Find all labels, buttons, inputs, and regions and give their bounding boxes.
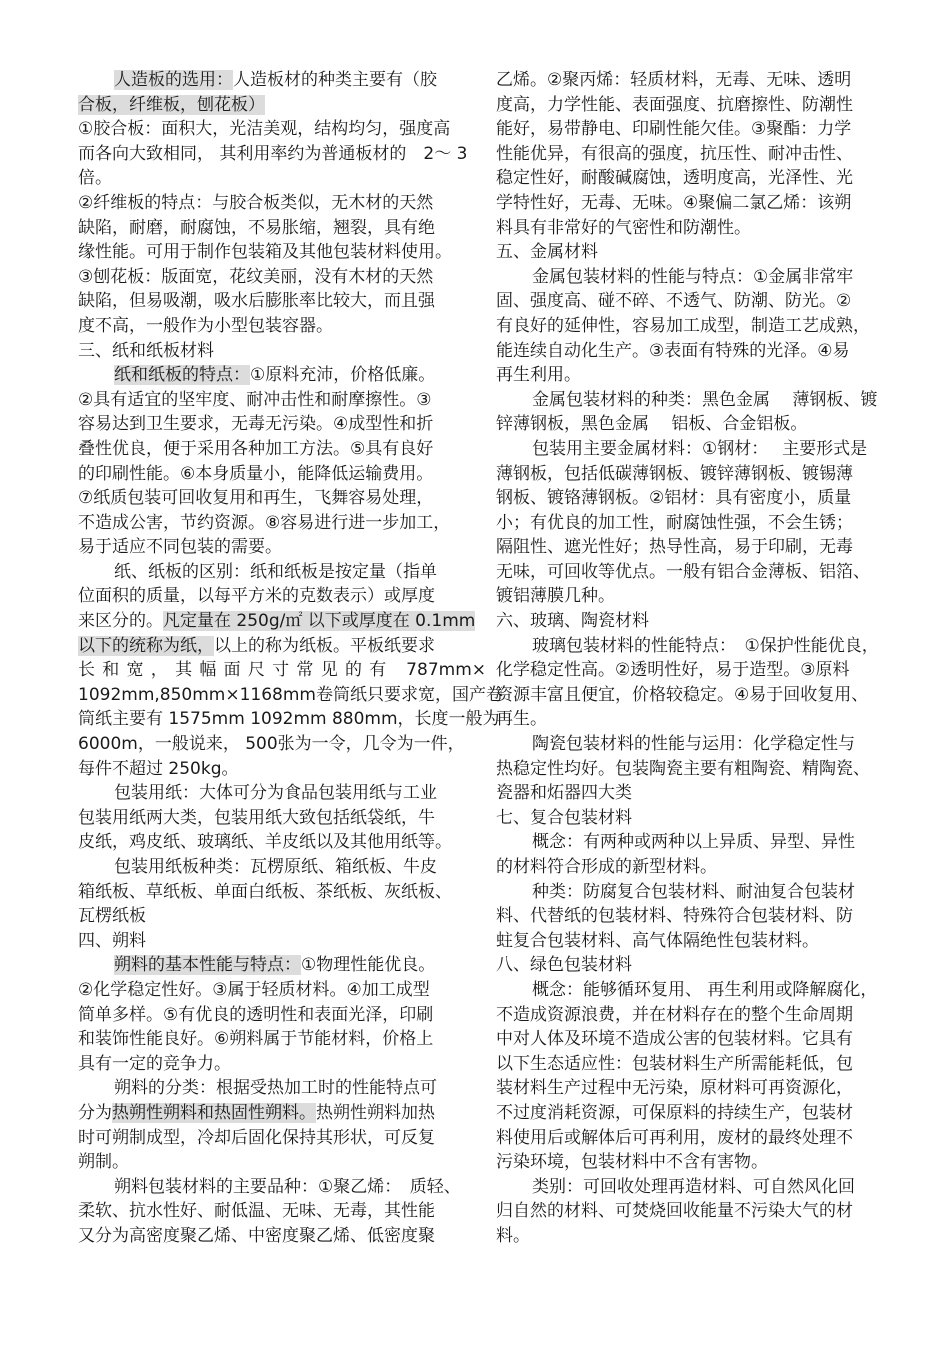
text-run: 包装用纸：大体可分为食品包装用纸与工业 [114, 783, 437, 804]
text-run: ①物理性能优良。 [301, 955, 436, 976]
text-line [496, 216, 906, 241]
text-line [496, 1003, 906, 1028]
text-line [496, 166, 906, 191]
text-run: 和装饰性能良好。⑥朔料属于节能材料，价格上 [78, 1029, 434, 1050]
text-line [496, 880, 906, 905]
text-run: 简单多样。⑤有优良的透明性和表面光泽，印刷 [78, 1004, 434, 1025]
text-line [496, 978, 906, 1003]
text-line [78, 584, 486, 609]
text-run: 蛀复合包装材料、高气体隔绝性包装材料。 [496, 930, 819, 951]
text-line [496, 1052, 906, 1077]
text-line [496, 609, 906, 634]
text-line [496, 781, 906, 806]
text-run: ①原料充沛，价格低廉。 [250, 365, 436, 386]
text-run: 度高，力学性能、表面强度、抗磨擦性、防潮性 [496, 94, 853, 115]
text-line [496, 1175, 906, 1200]
text-line [78, 486, 486, 511]
text-line [496, 634, 906, 659]
text-run: 以上的称为纸板。平板纸要求 [214, 635, 435, 656]
text-line [78, 363, 486, 388]
text-line [496, 904, 906, 929]
text-line [496, 1027, 906, 1052]
text-run: 缺陷，耐磨，耐腐蚀，不易胀缩，翘裂，具有绝 [78, 217, 435, 238]
text-line [78, 117, 486, 142]
text-line [496, 462, 906, 487]
highlighted-text: 热朔性朔料和热固性朔料。 [112, 1102, 316, 1123]
text-run: 包装用纸板种类：瓦楞原纸、箱纸板、牛皮 [114, 857, 437, 877]
text-line [496, 191, 906, 216]
text-line [78, 68, 486, 93]
text-run: 叠性优良，便于采用各种加工方法。⑤具有良好 [78, 438, 434, 459]
text-line [496, 93, 906, 118]
text-line [78, 757, 486, 782]
text-line [78, 609, 486, 634]
text-run: 七、复合包装材料 [496, 807, 632, 828]
text-run: 料具有非常好的气密性和防潮性。 [496, 217, 751, 238]
text-line [78, 93, 486, 118]
text-run: 金属包装材料的性能与特点：①金属非常牢 [532, 266, 854, 287]
text-line [78, 1101, 486, 1126]
text-run: 金属包装材料的种类：黑色金属 薄钢板、镀 [532, 389, 878, 410]
text-run: 热朔性朔料加热 [316, 1102, 435, 1123]
text-line [78, 1126, 486, 1151]
text-run: 乙烯。②聚丙烯：轻质材料，无毒、无味、透明 [496, 70, 852, 90]
text-run: 易于适应不同包装的需要。 [78, 537, 282, 558]
text-line [78, 929, 486, 954]
text-run: 薄钢板，包括低碳薄钢板、镀锌薄钢板、镀锡薄 [496, 463, 853, 484]
text-line [496, 289, 906, 314]
text-run: ⑦纸质包装可回收复用和再生，飞舞容易处理， [78, 488, 434, 509]
text-run: 再生。 [496, 709, 547, 730]
text-run: 八、绿色包装材料 [496, 955, 632, 976]
text-run: ②化学稳定性好。③属于轻质材料。④加工成型 [78, 979, 430, 1000]
text-line [78, 560, 486, 585]
highlighted-text: 凡定量在 250g/㎡ 以下或厚度在 0.1mm [163, 611, 476, 632]
text-line [496, 732, 906, 757]
text-run: 无味，可回收等优点。一般有铝合金薄板、铝箔、 [496, 561, 870, 582]
text-line [496, 855, 906, 880]
text-run: 四、朔料 [78, 930, 146, 951]
text-line [496, 1101, 906, 1126]
text-run: 度不高，一般作为小型包装容器。 [78, 315, 333, 336]
text-line [78, 191, 486, 216]
text-run: 朔料包装材料的主要品种：①聚乙烯： 质轻、 [114, 1176, 461, 1197]
left-column [78, 68, 503, 1249]
text-run: 位面积的质量，以每平方米的克数表示）或厚度 [78, 586, 435, 607]
text-run: 不造成公害，节约资源。⑧容易进行进一步加工， [78, 512, 451, 533]
text-run: ①胶合板：面积大，光洁美观，结构均匀，强度高 [78, 119, 451, 140]
text-line [78, 240, 486, 265]
text-line [78, 265, 486, 290]
text-run: 锌薄钢板，黑色金属 铝板、合金铝板。 [496, 414, 808, 435]
text-run: 料使用后或解体后可再利用，废材的最终处理不 [496, 1127, 853, 1148]
text-run: ②纤维板的特点：与胶合板类似，无木材的天然 [78, 192, 434, 213]
text-run: 倍。 [78, 168, 112, 189]
text-line [496, 830, 906, 855]
text-line [78, 1052, 486, 1077]
text-run: 资源丰富且便宜，价格较稳定。④易于回收复用、 [496, 684, 869, 705]
text-line [496, 757, 906, 782]
text-line [78, 388, 486, 413]
text-line [78, 1027, 486, 1052]
text-line [78, 412, 486, 437]
text-run: 缺陷，但易吸潮，吸水后膨胀率比较大，而且强 [78, 291, 435, 312]
text-run: 分为 [78, 1102, 112, 1123]
text-run: 料。 [496, 1225, 530, 1246]
text-run: 料、代替纸的包装材料、特殊符合包装材料、防 [496, 906, 853, 927]
text-line [496, 412, 906, 437]
text-run: 装材料生产过程中无污染，原材料可再资源化， [496, 1078, 853, 1099]
text-run: 镀铝薄膜几种。 [496, 586, 615, 607]
text-run: ②具有适宜的坚牢度、耐冲击性和耐摩擦性。③ [78, 389, 432, 410]
text-run: 能好，易带静电、印刷性能欠佳。③聚酯：力学 [496, 119, 852, 140]
text-run: 缘性能。可用于制作包装箱及其他包装材料使用。 [78, 242, 452, 263]
text-run: 再生利用。 [496, 365, 581, 386]
text-run: 不造成资源浪费，并在材料存在的整个生命周期 [496, 1004, 853, 1025]
text-run: 三、纸和纸板材料 [78, 340, 214, 361]
text-run: 的印刷性能。⑥本身质量小，能降低运输费用。 [78, 463, 434, 484]
text-run: 具有一定的竞争力。 [78, 1053, 231, 1074]
text-line [78, 289, 486, 314]
text-line [78, 1175, 486, 1200]
text-run: 容易达到卫生要求，无毒无污染。④成型性和折 [78, 414, 434, 435]
text-line [78, 732, 486, 757]
highlighted-text: 人造板的选用： [114, 70, 233, 90]
text-run: 1092mm,850mm×1168mm卷筒纸只要求宽，国产卷 [78, 684, 503, 705]
text-line [78, 658, 486, 683]
text-run: ③刨花板：版面宽，花纹美丽，没有木材的天然 [78, 266, 434, 287]
text-run: 包装用主要金属材料：①钢材： 主要形式是 [532, 438, 868, 459]
text-run: 又分为高密度聚乙烯、中密度聚乙烯、低密度聚 [78, 1225, 435, 1246]
text-line [496, 707, 906, 732]
text-line [496, 117, 906, 142]
text-line [496, 806, 906, 831]
highlighted-text: 合板，纤维板，刨花板） [78, 94, 265, 115]
text-run: 人造板材的种类主要有（胶 [233, 70, 437, 90]
text-run: 玻璃包装材料的性能特点： ①保护性能优良， [532, 635, 879, 656]
text-line [78, 437, 486, 462]
right-column [496, 68, 906, 1249]
text-line [496, 658, 906, 683]
text-run: 小；有优良的加工性，耐腐蚀性强，不会生锈； [496, 512, 853, 533]
text-line [496, 486, 906, 511]
text-run: 瓷器和炻器四大类 [496, 783, 632, 804]
text-run: 皮纸，鸡皮纸、玻璃纸、羊皮纸以及其他用纸等。 [78, 832, 452, 853]
text-line [78, 855, 486, 880]
text-line [78, 339, 486, 364]
text-line [496, 1076, 906, 1101]
text-line [78, 683, 503, 708]
text-run: 箱纸板、草纸板、单面白纸板、茶纸板、灰纸板、 [78, 881, 452, 902]
text-line [78, 781, 486, 806]
text-run: 学特性好，无毒、无味。④聚偏二氯乙烯：该朔 [496, 192, 852, 213]
text-run: 六、玻璃、陶瓷材料 [496, 611, 649, 632]
text-line [496, 339, 906, 364]
text-run: 化学稳定性高。②透明性好，易于造型。③原料 [496, 660, 850, 681]
text-run: 五、金属材料 [496, 242, 598, 263]
text-line [78, 166, 486, 191]
text-line [78, 953, 486, 978]
text-line [496, 953, 906, 978]
highlighted-text: 以下的统称为纸， [78, 635, 214, 656]
text-line [78, 142, 486, 167]
text-line [78, 904, 486, 929]
text-run: 隔阻性、遮光性好；热导性高，易于印刷，无毒 [496, 537, 853, 558]
text-run: 中对人体及环境不造成公害的包装材料。它具有 [496, 1029, 853, 1050]
text-line [496, 560, 906, 585]
text-line [78, 1150, 486, 1175]
text-run: 类别：可回收处理再造材料、可自然风化回 [532, 1176, 855, 1197]
text-line [496, 68, 906, 93]
text-line [496, 363, 906, 388]
text-line [496, 1150, 906, 1175]
text-run: 概念：能够循环复用、 再生利用或降解腐化， [532, 979, 878, 1000]
highlighted-text: 朔料的基本性能与特点： [114, 955, 301, 976]
text-line [78, 634, 486, 659]
text-run: 固、强度高、碰不碎、不透气、防潮、防光。② [496, 291, 852, 312]
text-line [496, 683, 906, 708]
text-line [496, 314, 906, 339]
text-run: 时可朔制成型，冷却后固化保持其形状，可反复 [78, 1127, 435, 1148]
text-line [78, 535, 486, 560]
text-run: 纸、纸板的区别：纸和纸板是按定量（指单 [114, 561, 437, 582]
text-run: 6000m，一般说来， 500张为一令，几令为一件， [78, 734, 465, 755]
text-line [78, 1199, 486, 1224]
text-line [496, 388, 906, 413]
text-line [496, 535, 906, 560]
text-run: 而各向大致相同， 其利用率约为普通板材的 2～ 3 [78, 143, 468, 164]
text-run: 瓦楞纸板 [78, 906, 146, 927]
text-line [78, 707, 500, 732]
text-line [496, 929, 906, 954]
text-line [496, 142, 906, 167]
text-line [78, 1224, 486, 1249]
text-line [78, 462, 486, 487]
text-line [78, 1076, 486, 1101]
text-run: 不过度消耗资源，可保原料的持续生产，包装材 [496, 1102, 853, 1123]
text-line [496, 1199, 906, 1224]
text-line [496, 1224, 906, 1249]
text-run: 筒纸主要有 1575mm 1092mm 880mm，长度一般为 [78, 709, 500, 730]
text-line [78, 511, 486, 536]
text-run: 热稳定性均好。包装陶瓷主要有粗陶瓷、精陶瓷、 [496, 758, 870, 779]
text-run: 归自然的材料、可焚烧回收能量不污染大气的材 [496, 1201, 853, 1222]
text-line [496, 1126, 906, 1151]
text-line [78, 978, 486, 1003]
text-line [496, 584, 906, 609]
text-run: 包装用纸两大类，包装用纸大致包括纸袋纸，牛 [78, 807, 435, 828]
text-run: 每件不超过 250kg。 [78, 758, 239, 779]
text-line [496, 240, 906, 265]
text-run: 柔软、抗水性好、耐低温、无味、无毒，其性能 [78, 1201, 435, 1222]
text-run: 种类：防腐复合包装材料、耐油复合包装材 [532, 881, 855, 902]
text-run: 性能优异，有很高的强度，抗压性、耐冲击性、 [496, 143, 853, 164]
text-line [78, 880, 486, 905]
text-run: 概念：有两种或两种以上异质、异型、异性 [532, 832, 855, 853]
text-run: 朔制。 [78, 1152, 129, 1173]
text-run: 能连续自动化生产。③表面有特殊的光泽。④易 [496, 340, 850, 361]
text-line [78, 1003, 486, 1028]
text-run: 的材料符合形成的新型材料。 [496, 857, 717, 877]
text-line [78, 314, 486, 339]
text-line [496, 265, 906, 290]
text-line [496, 511, 906, 536]
text-line [78, 830, 486, 855]
text-run: 朔料的分类：根据受热加工时的性能特点可 [114, 1078, 437, 1099]
text-run: 陶瓷包装材料的性能与运用：化学稳定性与 [532, 734, 855, 755]
text-run: 长和宽，其幅面尺寸常见的有 787mm× [78, 660, 486, 681]
text-run: 来区分的。 [78, 611, 163, 632]
text-run: 钢板、镀铬薄钢板。②铝材：具有密度小，质量 [496, 488, 852, 509]
text-run: 有良好的延伸性，容易加工成型，制造工艺成熟， [496, 315, 870, 336]
highlighted-text: 纸和纸板的特点： [114, 365, 250, 386]
text-run: 稳定性好，耐酸碱腐蚀，透明度高，光泽性、光 [496, 168, 853, 189]
text-line [496, 437, 906, 462]
text-run: 以下生态适应性：包装材料生产所需能耗低，包 [496, 1053, 853, 1074]
text-run: 污染环境，包装材料中不含有害物。 [496, 1152, 768, 1173]
text-line [78, 216, 486, 241]
text-line [78, 806, 486, 831]
